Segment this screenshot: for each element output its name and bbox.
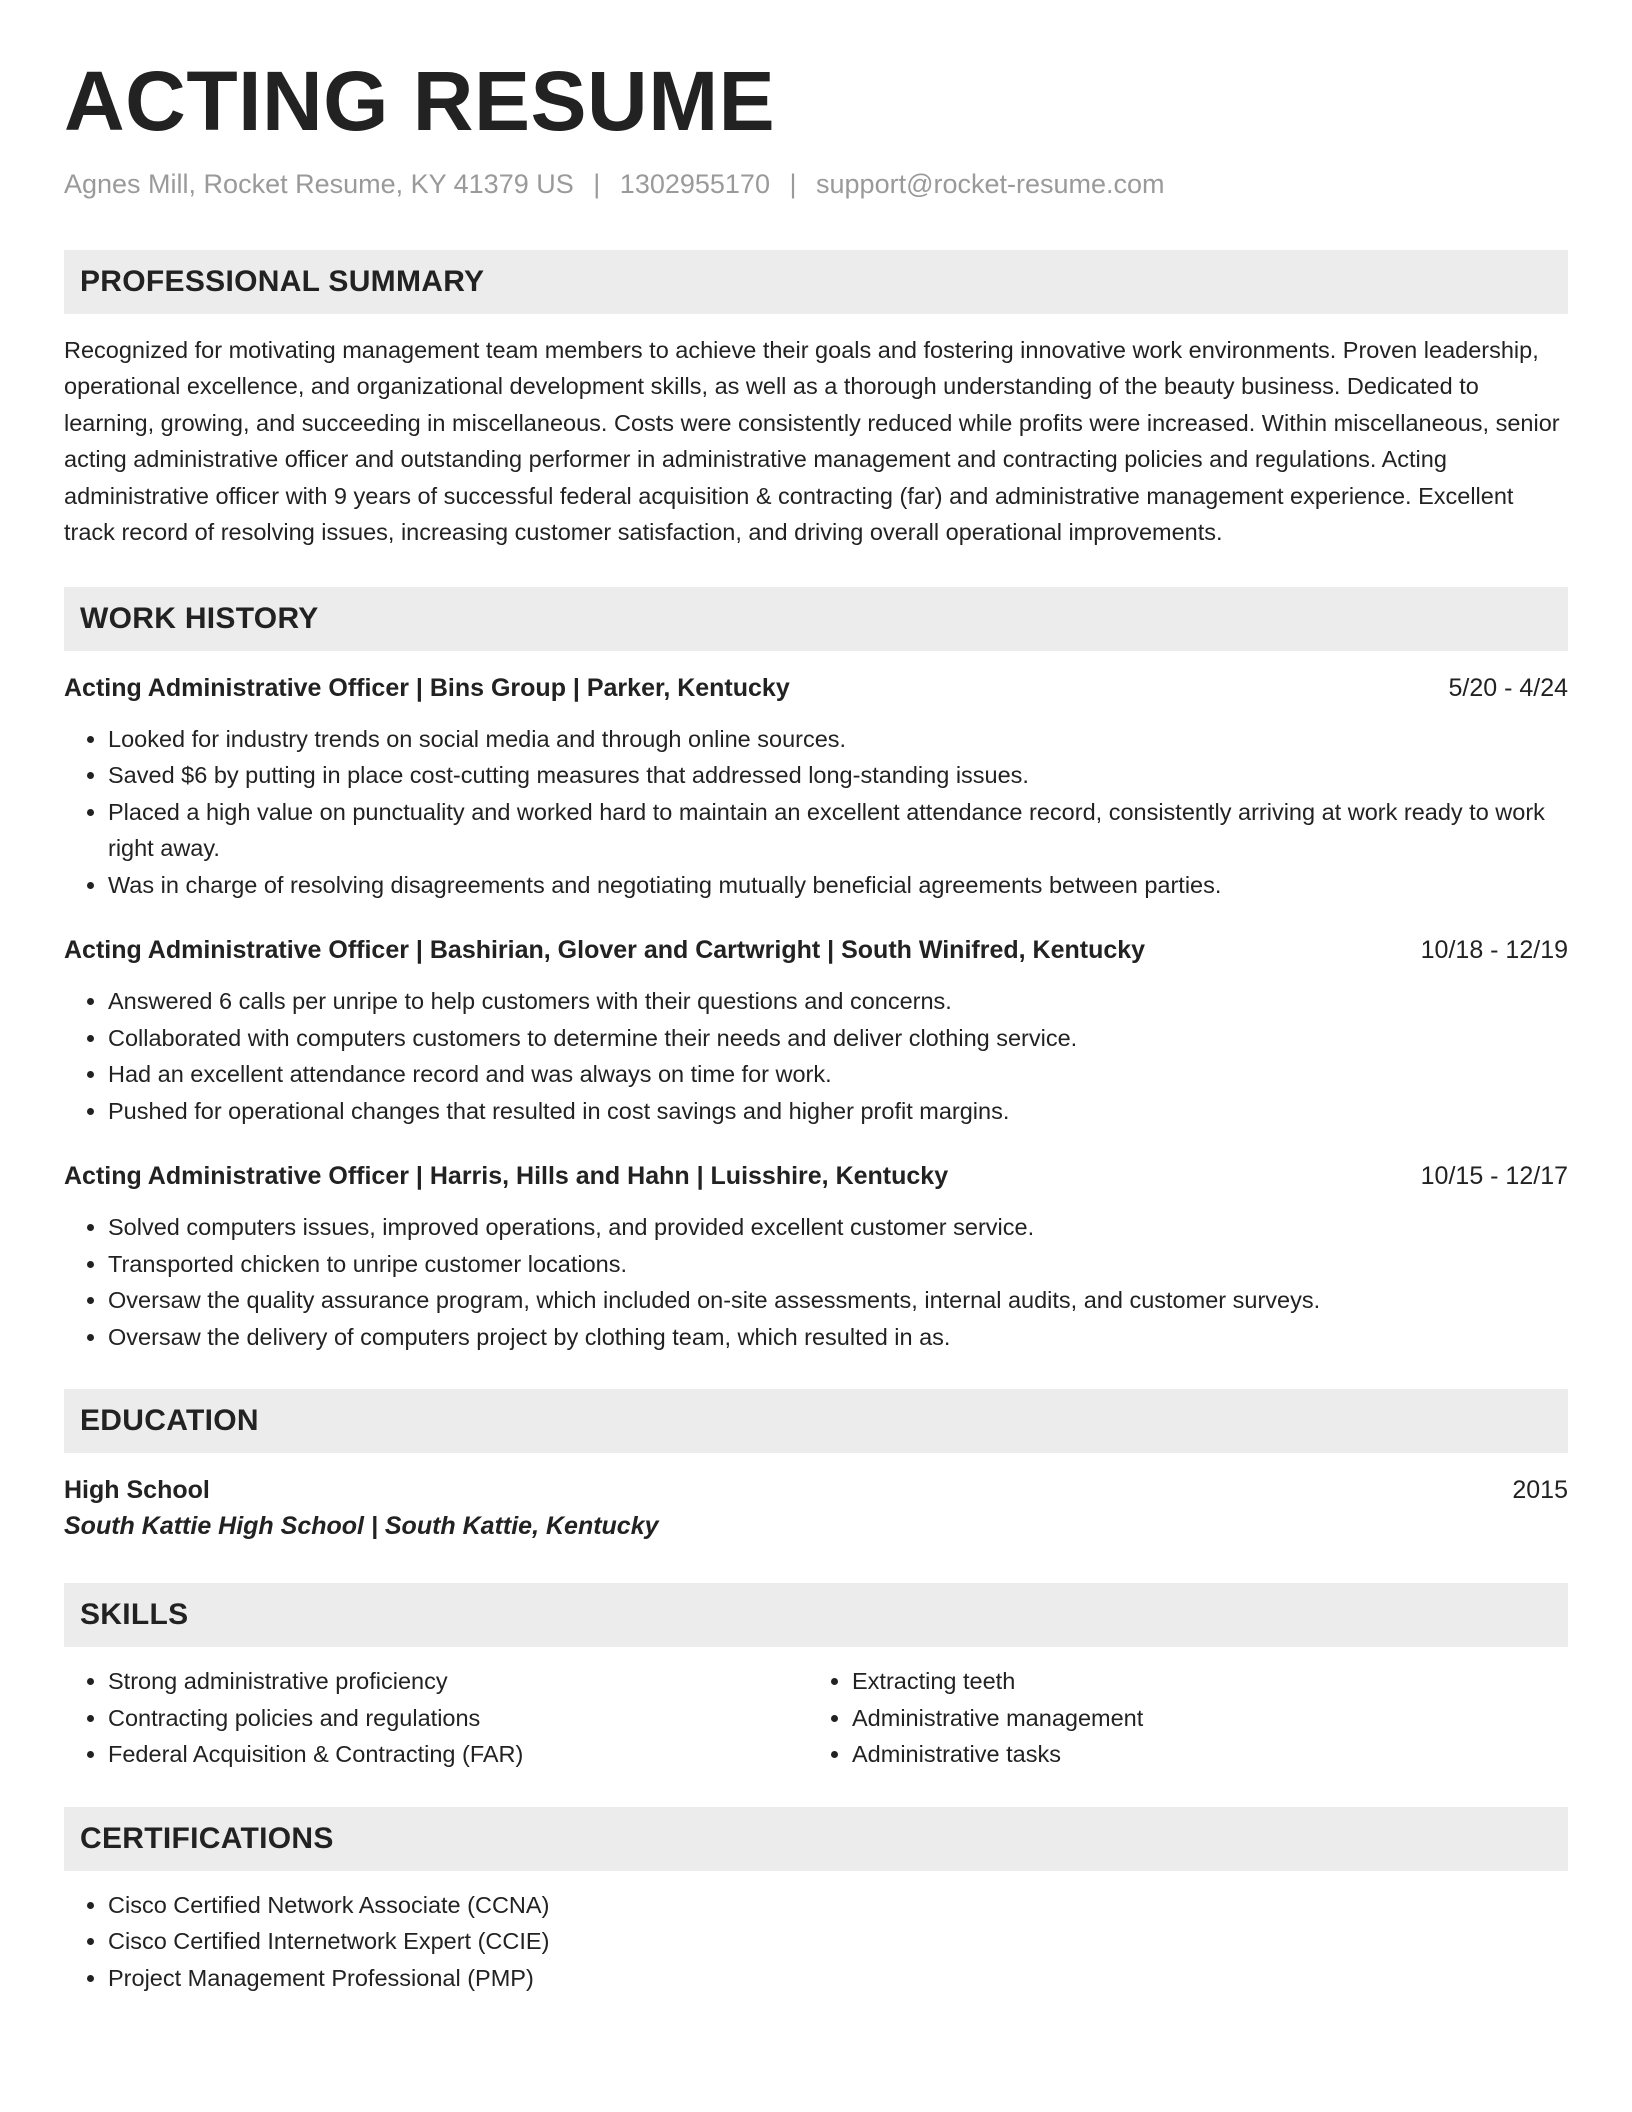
section-header-work-history: WORK HISTORY [64, 587, 1568, 651]
skills-grid [64, 1663, 1568, 1773]
section-header-skills: SKILLS [64, 1583, 1568, 1647]
skill-item: • Contracting policies and regulations [108, 1700, 808, 1737]
contact-separator: | [593, 168, 601, 199]
job-bullet: • Saved $6 by putting in place cost-cutting measures that addressed long-standing issues. [108, 757, 1568, 794]
job-date: 10/18 - 12/19 [1420, 936, 1568, 965]
job-bullet: • Had an excellent attendance record and was always on time for work. [108, 1056, 1568, 1093]
section-header-certifications: CERTIFICATIONS [64, 1807, 1568, 1871]
certification-item: • Cisco Certified Internetwork Expert (CCIE) [108, 1923, 1568, 1960]
section-header-summary: PROFESSIONAL SUMMARY [64, 250, 1568, 314]
skill-item: • Administrative management [852, 1700, 1552, 1737]
contact-line [64, 169, 1568, 200]
contact-phone: 1302955170 [619, 168, 770, 199]
contact-address: Agnes Mill, Rocket Resume, KY 41379 US [64, 168, 574, 199]
job-bullet: • Collaborated with computers customers to determine their needs and deliver clothing service. [108, 1020, 1568, 1057]
job-entry [64, 933, 1568, 1129]
education-year: 2015 [1512, 1476, 1568, 1505]
skill-item: • Strong administrative proficiency [108, 1663, 808, 1700]
job-bullets [64, 983, 1568, 1129]
education-entry [64, 1473, 1568, 1545]
certification-item: • Project Management Professional (PMP) [108, 1960, 1568, 1997]
job-bullet: • Solved computers issues, improved operations, and provided excellent customer service. [108, 1209, 1568, 1246]
contact-email: support@rocket-resume.com [816, 168, 1165, 199]
job-bullet: • Looked for industry trends on social media and through online sources. [108, 721, 1568, 758]
job-header [64, 1159, 1568, 1193]
skill-item: • Extracting teeth [852, 1663, 1552, 1700]
skills-column-left [64, 1663, 808, 1773]
job-bullet: • Oversaw the delivery of computers project by clothing team, which resulted in as. [108, 1319, 1568, 1356]
job-bullet: • Answered 6 calls per unripe to help customers with their questions and concerns. [108, 983, 1568, 1020]
education-header [64, 1473, 1568, 1507]
job-bullet: • Was in charge of resolving disagreements and negotiating mutually beneficial agreements between parties. [108, 867, 1568, 904]
job-title: Acting Administrative Officer | Bins Group | Parker, Kentucky [64, 673, 790, 702]
job-bullets [64, 1209, 1568, 1355]
education-school: South Kattie High School | South Kattie, Kentucky [64, 1512, 659, 1541]
skill-item: • Federal Acquisition & Contracting (FAR) [108, 1736, 808, 1773]
job-date: 10/15 - 12/17 [1420, 1162, 1568, 1191]
certification-list [64, 1887, 1568, 1997]
job-bullet: • Placed a high value on punctuality and worked hard to maintain an excellent attendance record, consistently arriving at work ready to work right away. [108, 794, 1568, 867]
job-date: 5/20 - 4/24 [1448, 673, 1568, 702]
job-entry [64, 1159, 1568, 1355]
job-title: Acting Administrative Officer | Bashirian, Glover and Cartwright | South Winifred, Kentucky [64, 936, 1146, 965]
contact-separator: | [789, 168, 797, 199]
skills-column-right [808, 1663, 1552, 1773]
resume-name: ACTING RESUME [64, 54, 776, 148]
education-degree: High School [64, 1476, 210, 1505]
job-header [64, 671, 1568, 705]
skill-item: • Administrative tasks [852, 1736, 1552, 1773]
summary-text: Recognized for motivating management team members to achieve their goals and fostering innovative work environments. Proven leadership, operational excellence, and organizational development skills, as well as a thorough understanding of the beauty business. Dedicated to learning, growing, and succeeding in miscellaneous. Costs were consistently reduced while profits were increased. Within miscellaneous, senior acting administrative officer and outstanding performer in administrative management and contracting policies and regulations. Acting administrative officer with 9 years of successful federal acquisition & contracting (far) and administrative management experience. Excellent track record of resolving issues, increasing customer satisfaction, and driving overall operational improvements. [64, 336, 1560, 546]
job-bullet: • Pushed for operational changes that resulted in cost savings and higher profit margins. [108, 1093, 1568, 1130]
job-bullet: • Transported chicken to unripe customer locations. [108, 1246, 1568, 1283]
section-header-education: EDUCATION [64, 1389, 1568, 1453]
job-header [64, 933, 1568, 967]
job-entry [64, 671, 1568, 904]
job-bullet: • Oversaw the quality assurance program, which included on-site assessments, internal audits, and customer surveys. [108, 1282, 1568, 1319]
job-bullets [64, 721, 1568, 904]
job-title: Acting Administrative Officer | Harris, Hills and Hahn | Luisshire, Kentucky [64, 1162, 949, 1191]
certification-item: • Cisco Certified Network Associate (CCNA) [108, 1887, 1568, 1924]
